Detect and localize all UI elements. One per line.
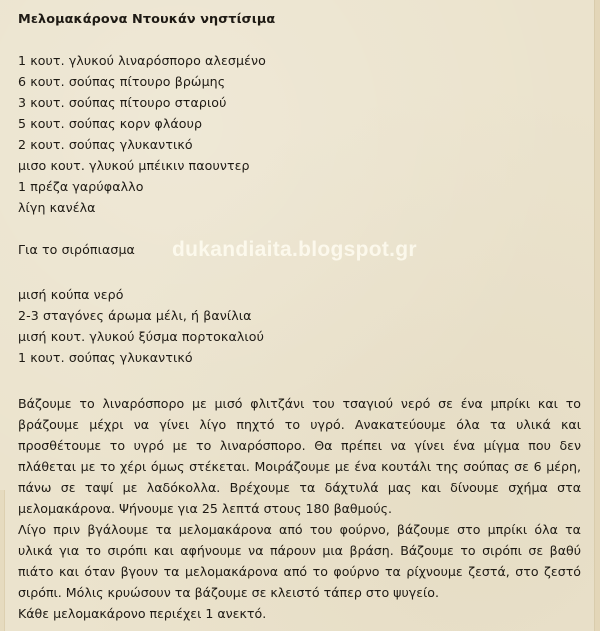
right-edge-border bbox=[594, 0, 600, 631]
ingredient-item: 1 κουτ. γλυκού λιναρόσπορο αλεσμένο bbox=[18, 53, 266, 68]
instruction-line: Κάθε μελομακάρονο περιέχει 1 ανεκτό. bbox=[18, 606, 267, 621]
syrup-ingredient-item: 2-3 σταγόνες άρωμα μέλι, ή βανίλια bbox=[18, 308, 252, 323]
syrup-heading: Για το σιρόπιασμα bbox=[18, 242, 135, 257]
instruction-line: πάνω σε ταψί με λαδόκολλα. Βρέχουμε τα δάχτυλά μας και δίνουμε σχήμα στα bbox=[18, 480, 581, 495]
syrup-ingredient-item: μισή κούπα νερό bbox=[18, 287, 124, 302]
left-edge-seam bbox=[0, 490, 5, 631]
ingredient-item: 6 κουτ. σούπας πίτουρο βρώμης bbox=[18, 74, 226, 89]
instruction-line: προσθέτουμε το υγρό με το λιναρόσπορο. Θα πρέπει να γίνει ένα μίγμα που δεν bbox=[18, 438, 581, 453]
ingredient-item: 5 κουτ. σούπας κορν φλάουρ bbox=[18, 116, 203, 131]
instruction-line: πλάθεται με το χέρι όμως στέκεται. Μοιράζουμε με ένα κουτάλι της σούπας σε 6 μέρη, bbox=[18, 459, 581, 474]
instruction-line: πιάτο και όταν βγουν τα μελομακάρονα από το φούρνο τα ρίχνουμε ζεστά, στο ζεστό bbox=[18, 564, 581, 579]
instruction-line: βράζουμε μέχρι να γίνει λίγο πηχτό το υγρό. Ανακατεύουμε όλα τα υλικά και bbox=[18, 417, 581, 432]
instruction-line: Βάζουμε το λιναρόσπορο με μισό φλιτζάνι του τσαγιού νερό σε ένα μπρίκι και το bbox=[18, 396, 581, 411]
syrup-ingredient-item: μισή κουτ. γλυκού ξύσμα πορτοκαλιού bbox=[18, 329, 264, 344]
instruction-line: σιρόπι. Μόλις κρυώσουν τα βάζουμε σε κλειστό τάπερ στο ψυγείο. bbox=[18, 585, 439, 600]
syrup-ingredient-item: 1 κουτ. σούπας γλυκαντικό bbox=[18, 350, 193, 365]
ingredient-item: μισο κουτ. γλυκού μπέικιν παουντερ bbox=[18, 158, 250, 173]
recipe-title: Μελομακάρονα Ντουκάν νηστίσιμα bbox=[18, 12, 276, 27]
ingredient-item: 1 πρέζα γαρύφαλλο bbox=[18, 179, 144, 194]
blog-watermark: dukandiaita.blogspot.gr bbox=[172, 238, 417, 261]
ingredient-item: λίγη κανέλα bbox=[18, 200, 96, 215]
instruction-line: μελομακάρονα. Ψήνουμε για 25 λεπτά στους 180 βαθμούς. bbox=[18, 501, 393, 516]
ingredient-item: 3 κουτ. σούπας πίτουρο σταριού bbox=[18, 95, 227, 110]
ingredient-item: 2 κουτ. σούπας γλυκαντικό bbox=[18, 137, 193, 152]
instruction-line: Λίγο πριν βγάλουμε τα μελομακάρονα από του φούρνο, βάζουμε στο μπρίκι όλα τα bbox=[18, 522, 581, 537]
instruction-line: υλικά για το σιρόπι και αφήνουμε να πάρουν μια βράση. Βάζουμε το σιρόπι σε βαθύ bbox=[18, 543, 581, 558]
